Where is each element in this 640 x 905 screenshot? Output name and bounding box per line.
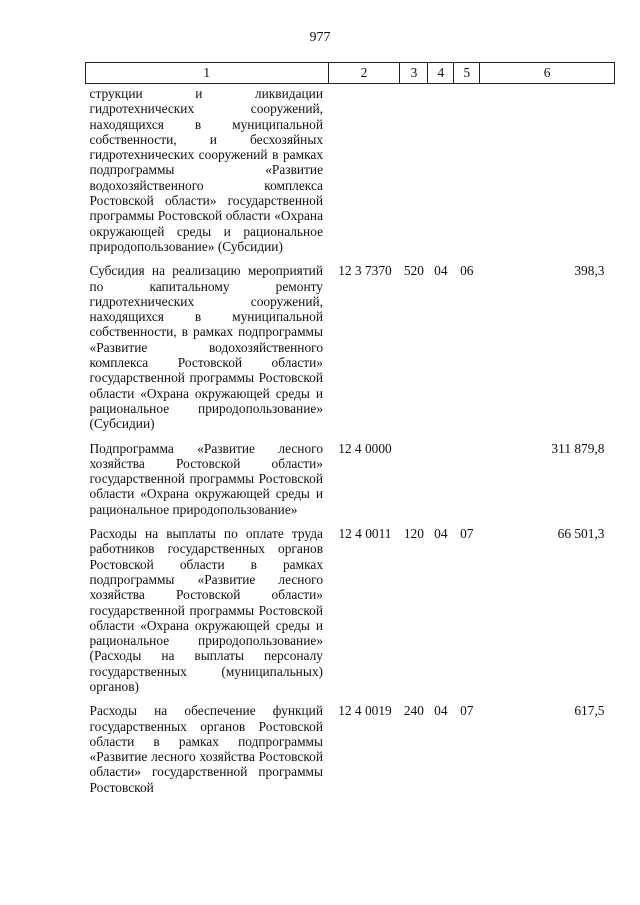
table-row [86, 254, 615, 431]
row-target-code [328, 84, 400, 255]
row-col-3 [400, 432, 428, 517]
row-col-5 [454, 432, 480, 517]
table-header [86, 63, 615, 84]
header-col-6: 6 [480, 63, 615, 84]
row-description: Расходы на обеспечение функций государственных органов Ростовской области в рамках подпрограммы «Развитие лесного хозяйства Ростовской области» государственной программы Ростовской [89, 703, 324, 795]
row-description: струкции и ликвидации гидротехнических сооружений, находящихся в муниципальной собственности, и бесхозяйных гидротехнических сооружений в рамках подпрограммы «Развитие водохозяйственного комплекса Ростовской области» государственной программы Ростовской области «Охрана окружающей среды и рациональное природопользование» (Субсидии) [89, 86, 324, 254]
row-col-3: 120 [403, 526, 424, 542]
row-col-5 [454, 84, 480, 255]
row-amount: 311 879,8 [551, 440, 605, 456]
row-target-code: 12 4 0019 [338, 703, 392, 719]
header-col-1: 1 [86, 63, 329, 84]
row-col-3: 240 [403, 703, 424, 719]
row-description: Подпрограмма «Развитие лесного хозяйства Ростовской области» государственной программы Ростовской области «Охрана окружающей среды и рациональное природопользование» [89, 440, 324, 517]
row-target-code: 12 4 0011 [338, 526, 392, 542]
row-col-5: 07 [460, 703, 474, 719]
row-col-3 [400, 84, 428, 255]
row-target-code: 12 3 7370 [338, 263, 392, 279]
row-amount: 66 501,3 [557, 526, 605, 542]
header-col-4: 4 [428, 63, 454, 84]
budget-table [85, 62, 615, 795]
table-row [86, 694, 615, 795]
table-body [86, 84, 615, 796]
header-col-5: 5 [454, 63, 480, 84]
row-amount: 398,3 [574, 263, 605, 279]
row-col-4 [428, 84, 454, 255]
table-row [86, 84, 615, 255]
header-col-3: 3 [400, 63, 428, 84]
page-number: 977 [309, 30, 331, 45]
row-amount: 617,5 [574, 703, 605, 719]
table-row [86, 517, 615, 694]
row-col-4 [428, 432, 454, 517]
row-col-4: 04 [434, 703, 448, 719]
row-col-3: 520 [403, 263, 424, 279]
header-col-2: 2 [328, 63, 400, 84]
row-col-4: 04 [434, 526, 448, 542]
header-row [86, 63, 615, 84]
row-col-5: 06 [460, 263, 474, 279]
table-row [86, 432, 615, 517]
row-col-4: 04 [434, 263, 448, 279]
row-description: Расходы на выплаты по оплате труда работников государственных органов Ростовской области в рамках подпрограммы «Развитие лесного хозяйства Ростовской области» государственной программы Ростовской области «Охрана окружающей среды и рациональное природопользование» (Расходы на выплаты персоналу государственных (муниципальных) органов) [89, 526, 324, 694]
row-col-5: 07 [460, 526, 474, 542]
row-description: Субсидия на реализацию мероприятий по капитальному ремонту гидротехнических сооружений, находящихся в муниципальной собственности, в рамках подпрограммы «Развитие водохозяйственного комплекса Ростовской области» государственной программы Ростовской области «Охрана окружающей среды и рациональное природопользование» (Субсидии) [89, 263, 324, 432]
row-target-code: 12 4 0000 [338, 440, 392, 456]
row-amount [480, 84, 615, 255]
